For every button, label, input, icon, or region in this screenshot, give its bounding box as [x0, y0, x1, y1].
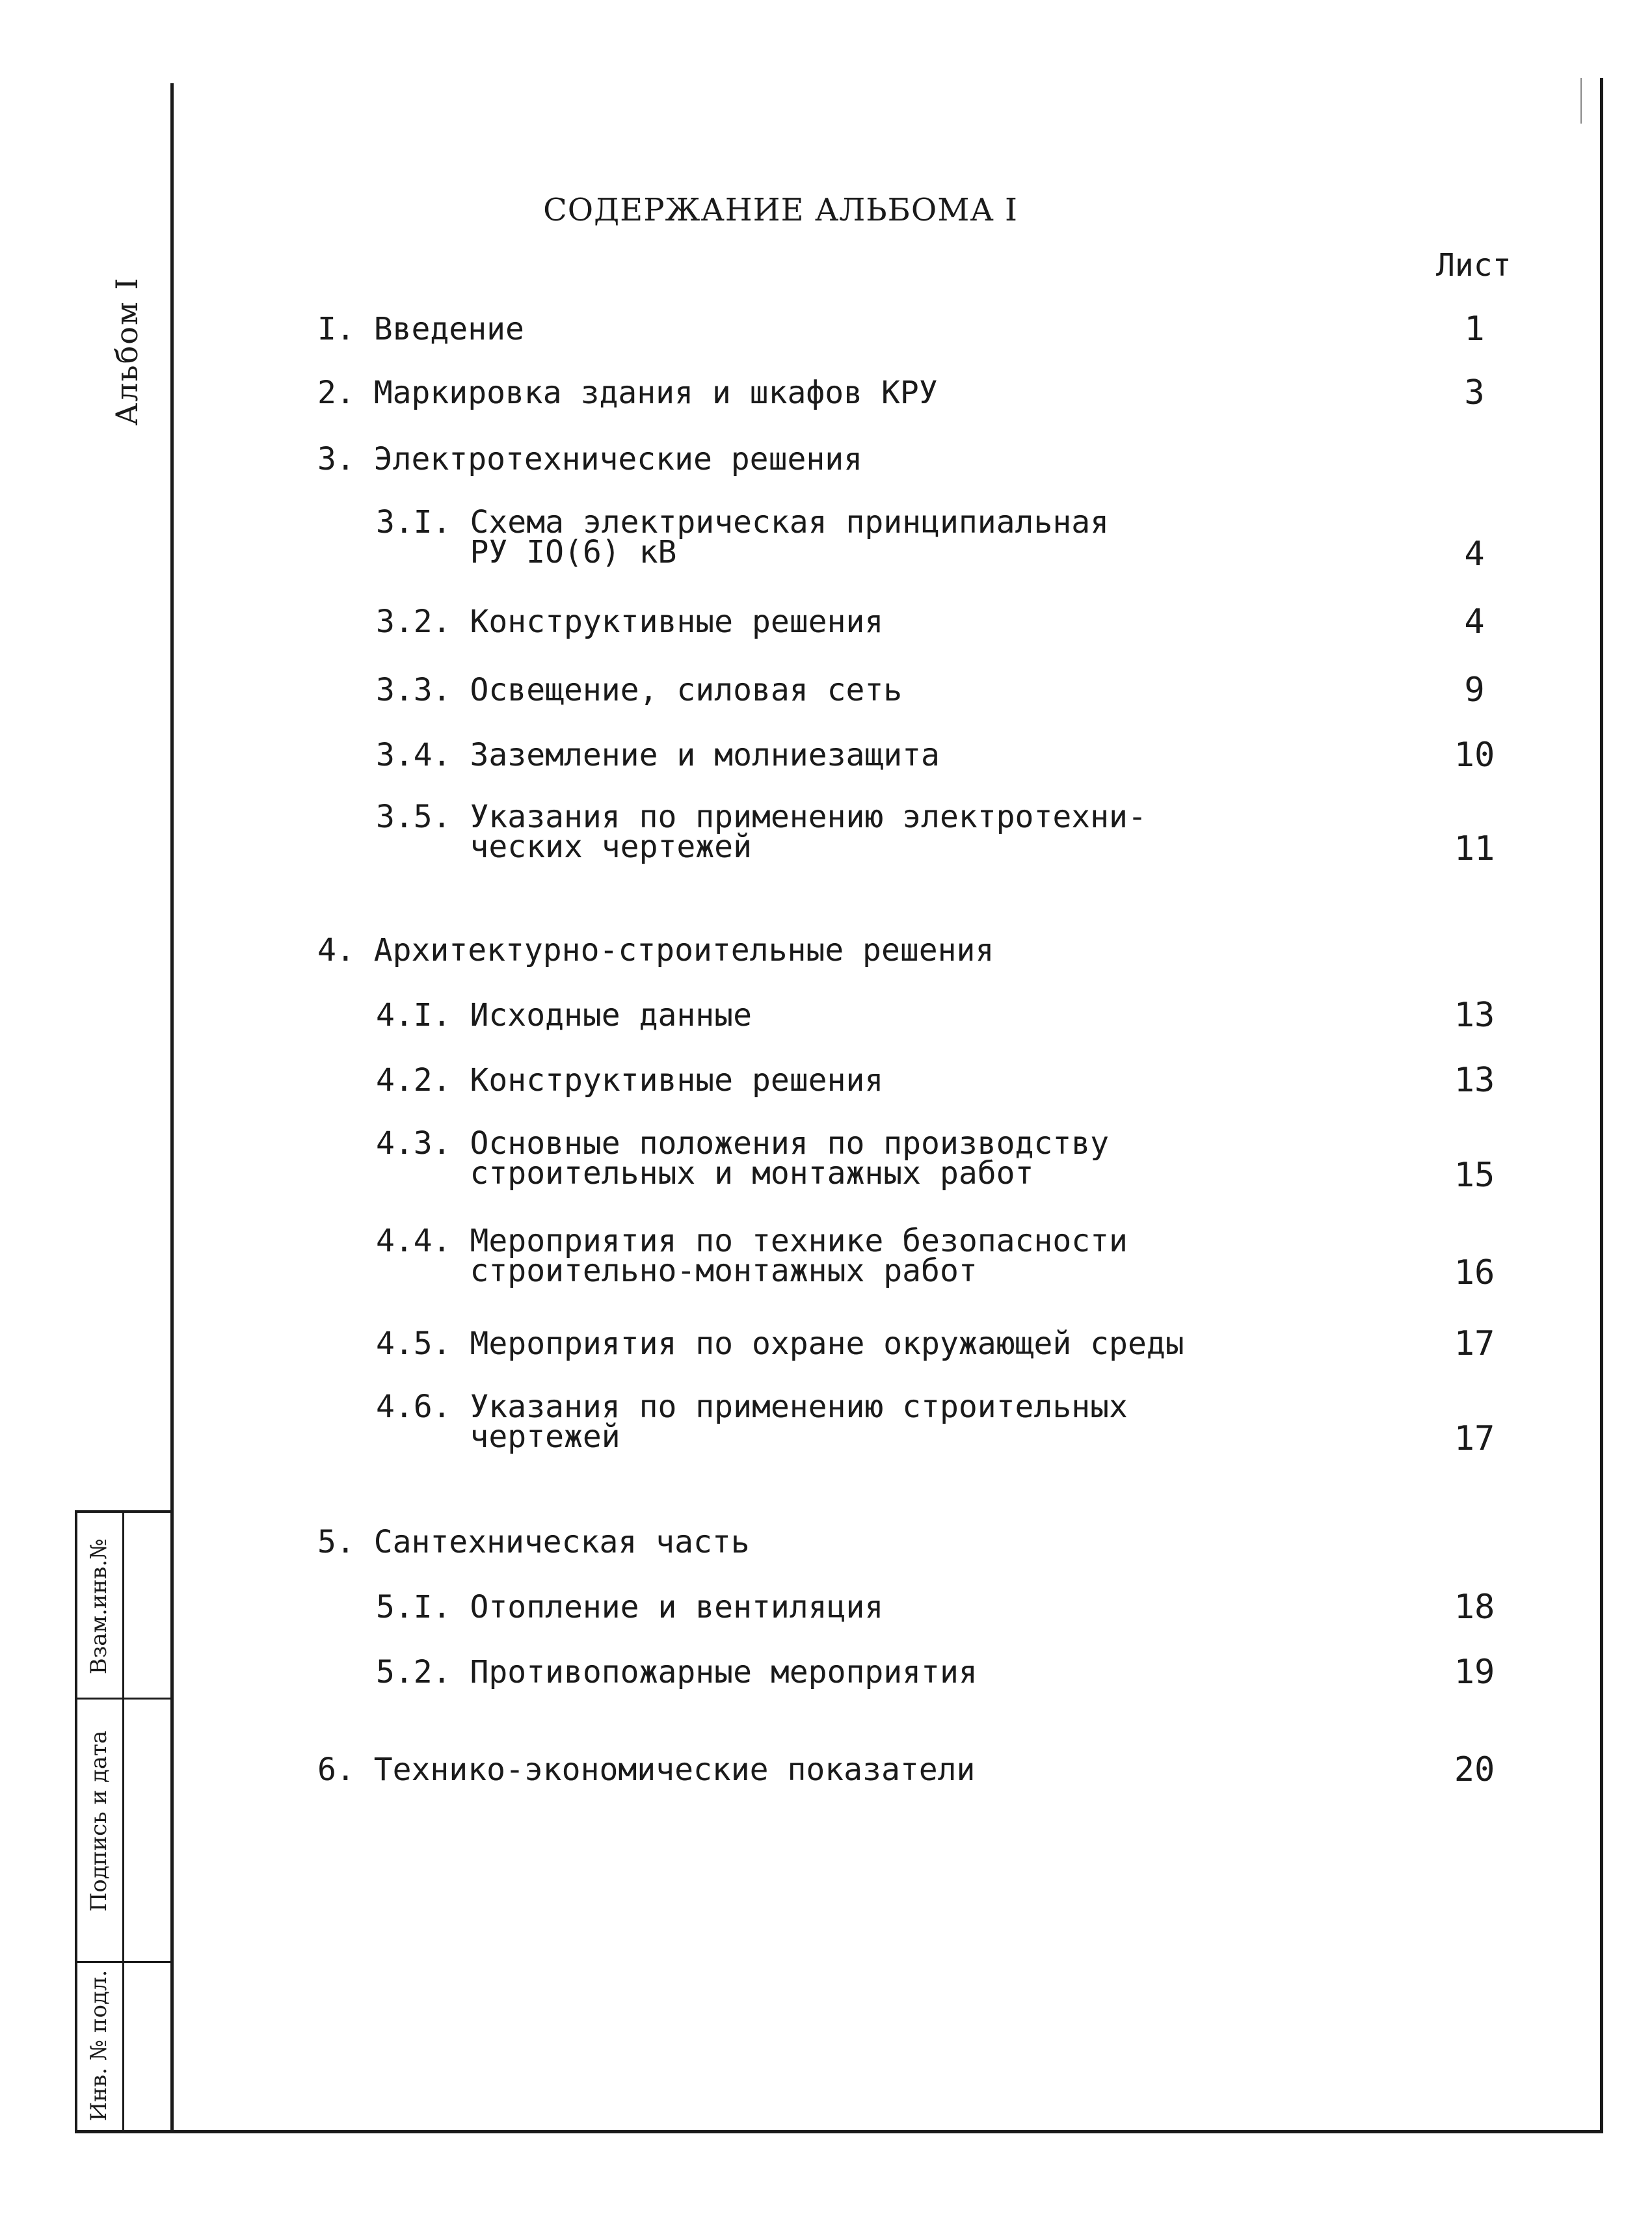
- stamp-inv-orig: Инв. № подл.: [86, 1969, 112, 2122]
- toc-entry-page: 15: [1454, 1156, 1495, 1195]
- toc-entry-title: 4.2. Конструктивные решения: [376, 1062, 884, 1099]
- toc-entry-page: 17: [1454, 1419, 1495, 1458]
- toc-entry-title: 3.3. Освещение, силовая сеть: [376, 672, 903, 708]
- toc-entry-title: 4.4. Мероприятия по технике безопасности строительно-монтажных работ: [376, 1223, 1128, 1289]
- toc-entry-page: 18: [1454, 1588, 1495, 1627]
- toc-entry-title: 4. Архитектурно-строительные решения: [317, 932, 994, 968]
- sheet-column-header: Лист: [1436, 247, 1512, 284]
- toc-entry-page: 4: [1464, 602, 1485, 641]
- toc-entry-page: 17: [1454, 1324, 1495, 1363]
- toc-entry-title: 4.3. Основные положения по производству строительных и монтажных работ: [376, 1125, 1110, 1192]
- toc-entry-page: 11: [1454, 829, 1495, 868]
- toc-entry-title: 5.2. Противопожарные мероприятия: [376, 1654, 978, 1690]
- toc-entry-title: 3.I. Схема электрическая принципиальная РУ IO(6) кВ: [376, 504, 1110, 570]
- toc-entry-title: 2. Маркировка здания и шкафов КРУ: [317, 375, 938, 411]
- toc-entry-title: 5.I. Отопление и вентиляция: [376, 1589, 884, 1625]
- toc-entry-page: 20: [1454, 1750, 1495, 1789]
- stamp-sign-date: Подпись и дата: [86, 1730, 112, 1912]
- stamp-divider-vertical: [122, 1510, 124, 2133]
- toc-entry-title: 3.5. Указания по применению электротехни- ческих чертежей: [376, 799, 1147, 865]
- toc-entry-title: 3.2. Конструктивные решения: [376, 604, 884, 640]
- toc-entry-page: 13: [1454, 996, 1495, 1035]
- album-side-label: Альбом I: [109, 276, 144, 426]
- toc-entry-page: 4: [1464, 535, 1485, 574]
- toc-entry-page: 1: [1464, 310, 1485, 349]
- toc-entry-title: 4.6. Указания по применению строительных чертежей: [376, 1389, 1128, 1455]
- toc-entry-title: 6. Технико-экономические показатели: [317, 1752, 976, 1788]
- stamp-divider-2: [75, 1961, 172, 1963]
- toc-entry-title: 3.4. Заземление и молниезащита: [376, 737, 940, 773]
- page-title: СОДЕРЖАНИЕ АЛЬБОМА I: [543, 192, 1018, 228]
- toc-entry-title: 3. Электротехнические решения: [317, 441, 863, 477]
- stamp-divider-1: [75, 1698, 172, 1700]
- toc-entry-page: 3: [1464, 373, 1485, 412]
- toc-entry-page: 10: [1454, 736, 1495, 775]
- stamp-swap-inv: Взам.инв.№: [86, 1538, 112, 1675]
- toc-entry-page: 13: [1454, 1061, 1495, 1100]
- toc-entry-page: 19: [1454, 1653, 1495, 1692]
- toc-entry-page: 16: [1454, 1253, 1495, 1292]
- toc-entry-page: 9: [1464, 671, 1485, 710]
- toc-entry-title: 5. Сантехническая часть: [317, 1524, 750, 1560]
- toc-entry-title: 4.I. Исходные данные: [376, 997, 752, 1033]
- frame-right-line: [1600, 78, 1603, 2133]
- toc-entry-title: 4.5. Мероприятия по охране окружающей среды: [376, 1326, 1184, 1362]
- frame-right-tick: [1580, 78, 1582, 124]
- toc-entry-title: I. Введение: [317, 311, 524, 347]
- frame-bottom-line: [75, 2130, 1603, 2133]
